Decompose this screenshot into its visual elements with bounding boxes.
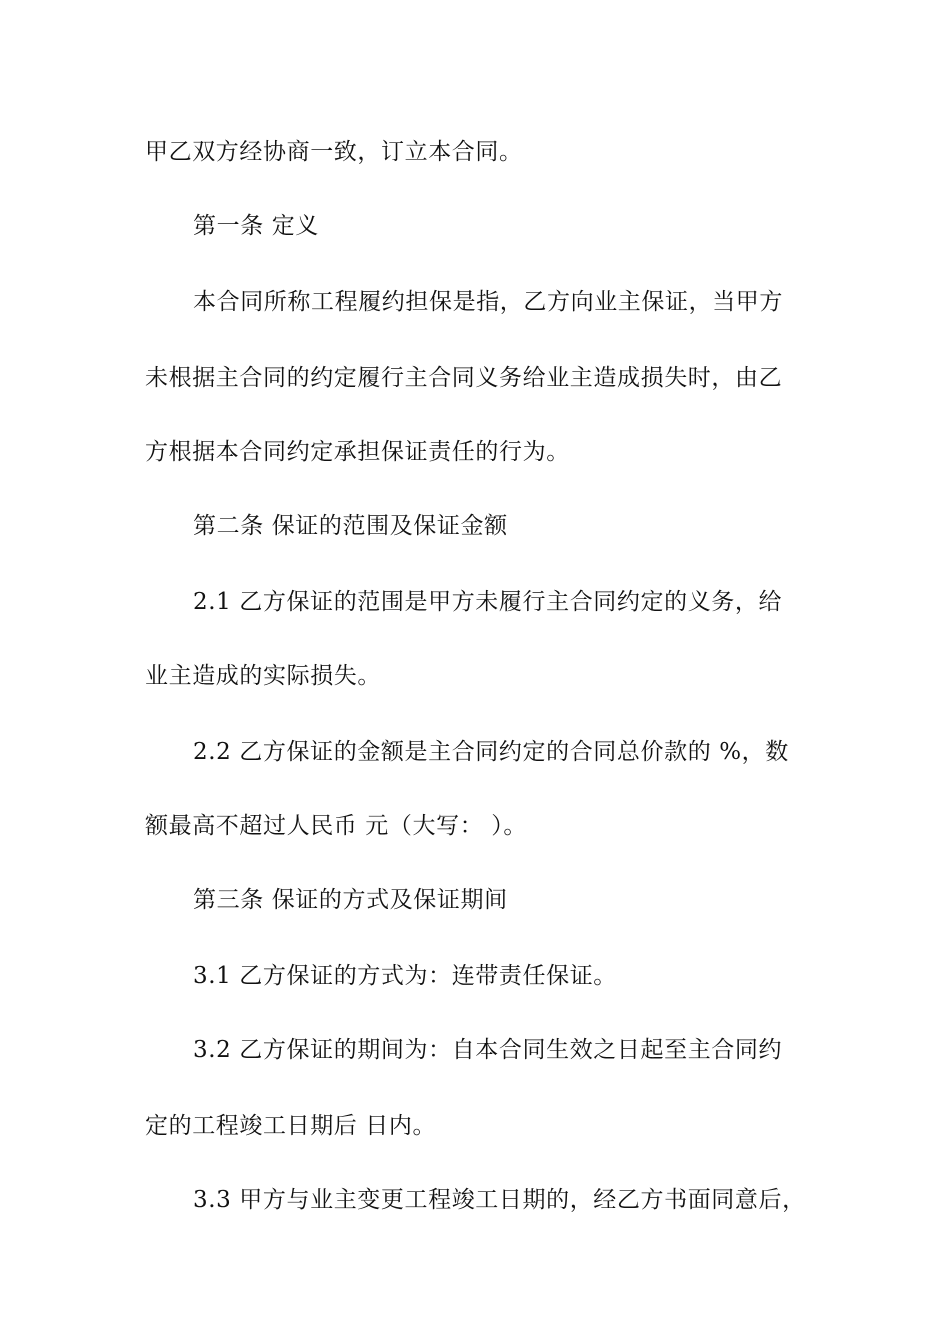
paragraph-line: 额最高不超过人民币 元（大写： ）。	[145, 813, 527, 839]
paragraph-line: 定的工程竣工日期后 日内。	[145, 1113, 437, 1139]
article-heading: 第一条 定义	[193, 213, 319, 239]
clause-line: 3.3 甲方与业主变更工程竣工日期的，经乙方书面同意后，	[193, 1187, 806, 1213]
paragraph-line: 本合同所称工程履约担保是指，乙方向业主保证，当甲方	[193, 289, 783, 315]
clause-line: 3.2 乙方保证的期间为：自本合同生效之日起至主合同约	[193, 1037, 783, 1063]
article-heading: 第三条 保证的方式及保证期间	[193, 887, 508, 913]
article-heading: 第二条 保证的范围及保证金额	[193, 513, 508, 539]
paragraph-line: 未根据主合同的约定履行主合同义务给业主造成损失时，由乙	[145, 365, 783, 391]
clause-line: 2.2 乙方保证的金额是主合同约定的合同总价款的 %，数	[193, 739, 789, 765]
paragraph-line: 甲乙双方经协商一致，订立本合同。	[145, 139, 523, 165]
paragraph-line: 业主造成的实际损失。	[145, 663, 381, 689]
clause-line: 2.1 乙方保证的范围是甲方未履行主合同约定的义务，给	[193, 589, 783, 615]
paragraph-line: 方根据本合同约定承担保证责任的行为。	[145, 439, 570, 465]
clause-line: 3.1 乙方保证的方式为：连带责任保证。	[193, 963, 617, 989]
